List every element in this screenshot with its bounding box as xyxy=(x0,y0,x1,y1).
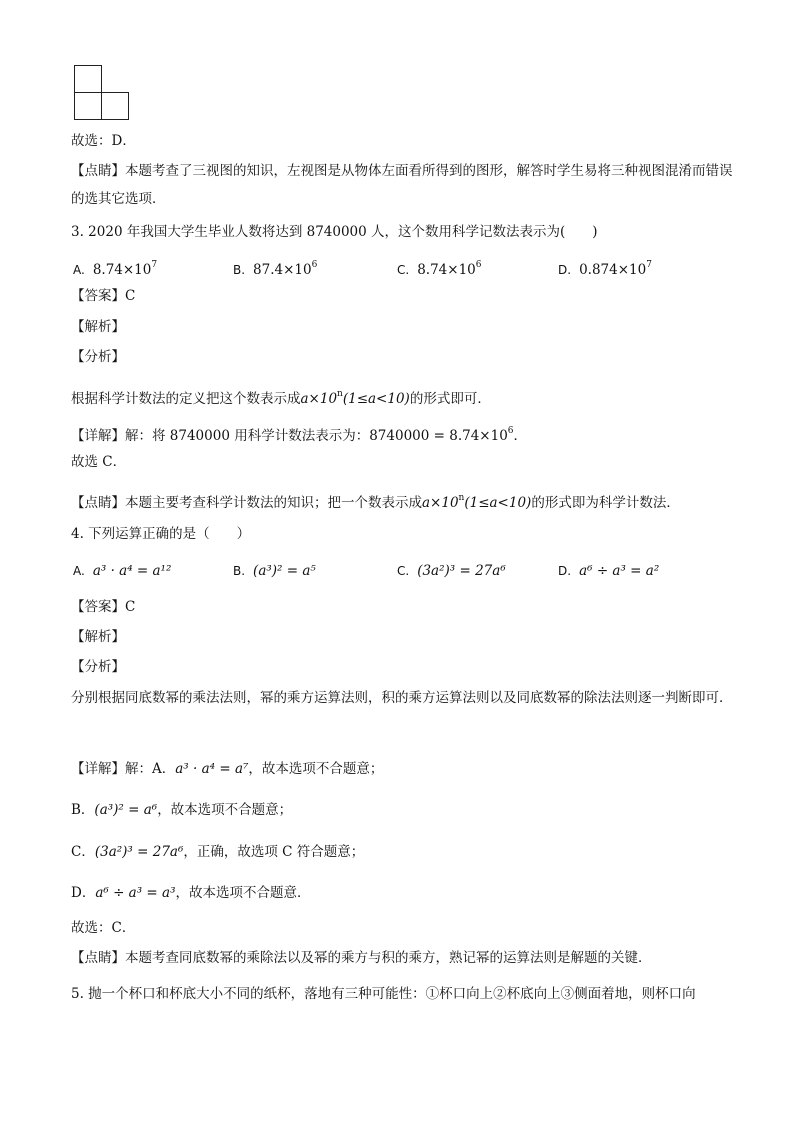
q4-option-c xyxy=(397,561,506,581)
q4-option-c-expr: (3a²)³ = 27a⁶ xyxy=(417,563,506,579)
q3-stem: 3. 2020 年我国大学生毕业人数将达到 8740000 人，这个数用科学记数法表示为( ) xyxy=(71,224,598,240)
q3-option-a-mantissa: 8.74×10 xyxy=(92,262,152,278)
q3-analysis-post: 的形式即可． xyxy=(409,391,491,407)
q3-option-b-label: B. xyxy=(233,263,246,277)
q4-option-c-label: C. xyxy=(397,564,410,578)
q3-option-a-label: A. xyxy=(73,263,85,277)
q3-jiexi: 【解析】 xyxy=(71,319,125,335)
q4-detail-b-post: ，故本选项不合题意； xyxy=(157,802,293,818)
q3-comment-post: 的形式即为科学计数法． xyxy=(531,495,680,511)
q3-analysis-math: a×10 xyxy=(300,391,338,407)
q3-comment-cond: (1≤a<10) xyxy=(464,495,532,511)
q3-comment-math: a×10 xyxy=(422,495,459,511)
q3-option-b-exp: 6 xyxy=(311,260,318,270)
q3-analysis xyxy=(71,384,734,409)
q3-option-a xyxy=(73,255,157,280)
q4-detail-d-pre: D． xyxy=(71,885,96,901)
q3-comment-pre: 【点睛】本题主要考查科学计数法的知识；把一个数表示成 xyxy=(71,495,422,511)
q4-option-a-expr: a³ · a⁴ = a¹² xyxy=(92,563,172,579)
q3-detail xyxy=(71,421,734,446)
q3-option-c xyxy=(397,255,482,280)
q4-detail-a-pre: 【详解】解：A． xyxy=(71,761,176,777)
q4-comment: 【点睛】本题考查同底数幂的乘除法以及幂的乘方与积的乘方，熟记幂的运算法则是解题的关键． xyxy=(71,950,652,966)
q4-option-b xyxy=(233,561,316,581)
q3-fenxi: 【分析】 xyxy=(71,349,125,365)
q5-stem: 5. 抛一个杯口和杯底大小不同的纸杯，落地有三种可能性：①杯口向上②杯底向上③侧面着地，则杯口向 xyxy=(71,986,696,1002)
q4-detail-a xyxy=(71,759,734,779)
q3-choose: 故选 C． xyxy=(71,454,127,470)
q4-option-d-expr: a⁶ ÷ a³ = a² xyxy=(579,563,660,579)
q4-detail-d-expr: a⁶ ÷ a³ = a³ xyxy=(95,885,176,901)
q3-option-c-exp: 6 xyxy=(475,260,482,270)
q4-jiexi: 【解析】 xyxy=(71,629,125,645)
q4-choose: 故选：C． xyxy=(71,920,136,936)
q3-detail-pre: 【详解】解：将 8740000 用科学计数法表示为： xyxy=(71,428,370,444)
q3-option-b-mantissa: 87.4×10 xyxy=(253,262,312,278)
q3-detail-exp: 6 xyxy=(507,426,514,436)
q4-detail-d-post: ，故本选项不合题意． xyxy=(175,885,311,901)
q4-answer: 【答案】C xyxy=(71,599,136,615)
q4-stem: 4. 下列运算正确的是（ ） xyxy=(71,526,251,542)
q3-detail-eq: 8740000 = 8.74×10 xyxy=(369,428,508,444)
q4-detail-b xyxy=(71,800,734,820)
q3-option-d-mantissa: 0.874×10 xyxy=(579,262,647,278)
q4-detail-d xyxy=(71,883,734,903)
q3-option-c-mantissa: 8.74×10 xyxy=(417,262,476,278)
q3-analysis-cond: (1≤a<10) xyxy=(342,391,410,407)
q4-detail-c-pre: C． xyxy=(71,844,95,860)
q3-comment-exp: n xyxy=(458,493,465,503)
q4-option-d xyxy=(558,561,659,581)
q3-option-b xyxy=(233,255,317,280)
q4-detail-a-expr: a³ · a⁴ = a⁷ xyxy=(175,761,249,777)
q4-detail-b-expr: (a³)² = a⁶ xyxy=(94,802,158,818)
q2-comment: 【点睛】本题考查了三视图的知识，左视图是从物体左面看所得到的图形，解答时学生易将三种视图混淆而错误的选其它选项． xyxy=(71,163,733,207)
q2-answer-line: 故选：D． xyxy=(71,133,136,149)
q4-detail-c-expr: (3a²)³ = 27a⁶ xyxy=(94,844,184,860)
q4-option-d-label: D. xyxy=(558,564,572,578)
q4-detail-c xyxy=(71,842,734,862)
q3-analysis-exp: n xyxy=(337,389,343,399)
q4-detail-a-post: ，故本选项不合题意； xyxy=(248,761,384,777)
q3-analysis-pre: 根据科学计数法的定义把这个数表示成 xyxy=(71,391,301,407)
left-view-three-squares-icon xyxy=(74,65,132,121)
q3-option-c-label: C. xyxy=(397,263,410,277)
q4-option-a-label: A. xyxy=(73,564,85,578)
q3-option-d-exp: 7 xyxy=(646,260,652,270)
q4-detail-b-pre: B． xyxy=(71,802,95,818)
q4-option-a xyxy=(73,561,171,581)
q4-option-b-label: B. xyxy=(233,564,246,578)
q3-comment xyxy=(71,488,734,513)
q4-detail-c-post: ，正确，故选项 C 符合题意； xyxy=(183,844,365,860)
q3-option-d-label: D. xyxy=(558,263,572,277)
q3-detail-post: ． xyxy=(513,428,528,444)
q3-answer: 【答案】C xyxy=(71,288,136,304)
q4-option-b-expr: (a³)² = a⁵ xyxy=(253,563,316,579)
q4-analysis: 分别根据同底数幂的乘法法则，幂的乘方运算法则，积的乘方运算法则以及同底数幂的除法法则逐一判断即可． xyxy=(71,690,733,706)
q3-option-d xyxy=(558,255,652,280)
q4-fenxi: 【分析】 xyxy=(71,659,125,675)
q3-option-a-exp: 7 xyxy=(151,260,158,270)
